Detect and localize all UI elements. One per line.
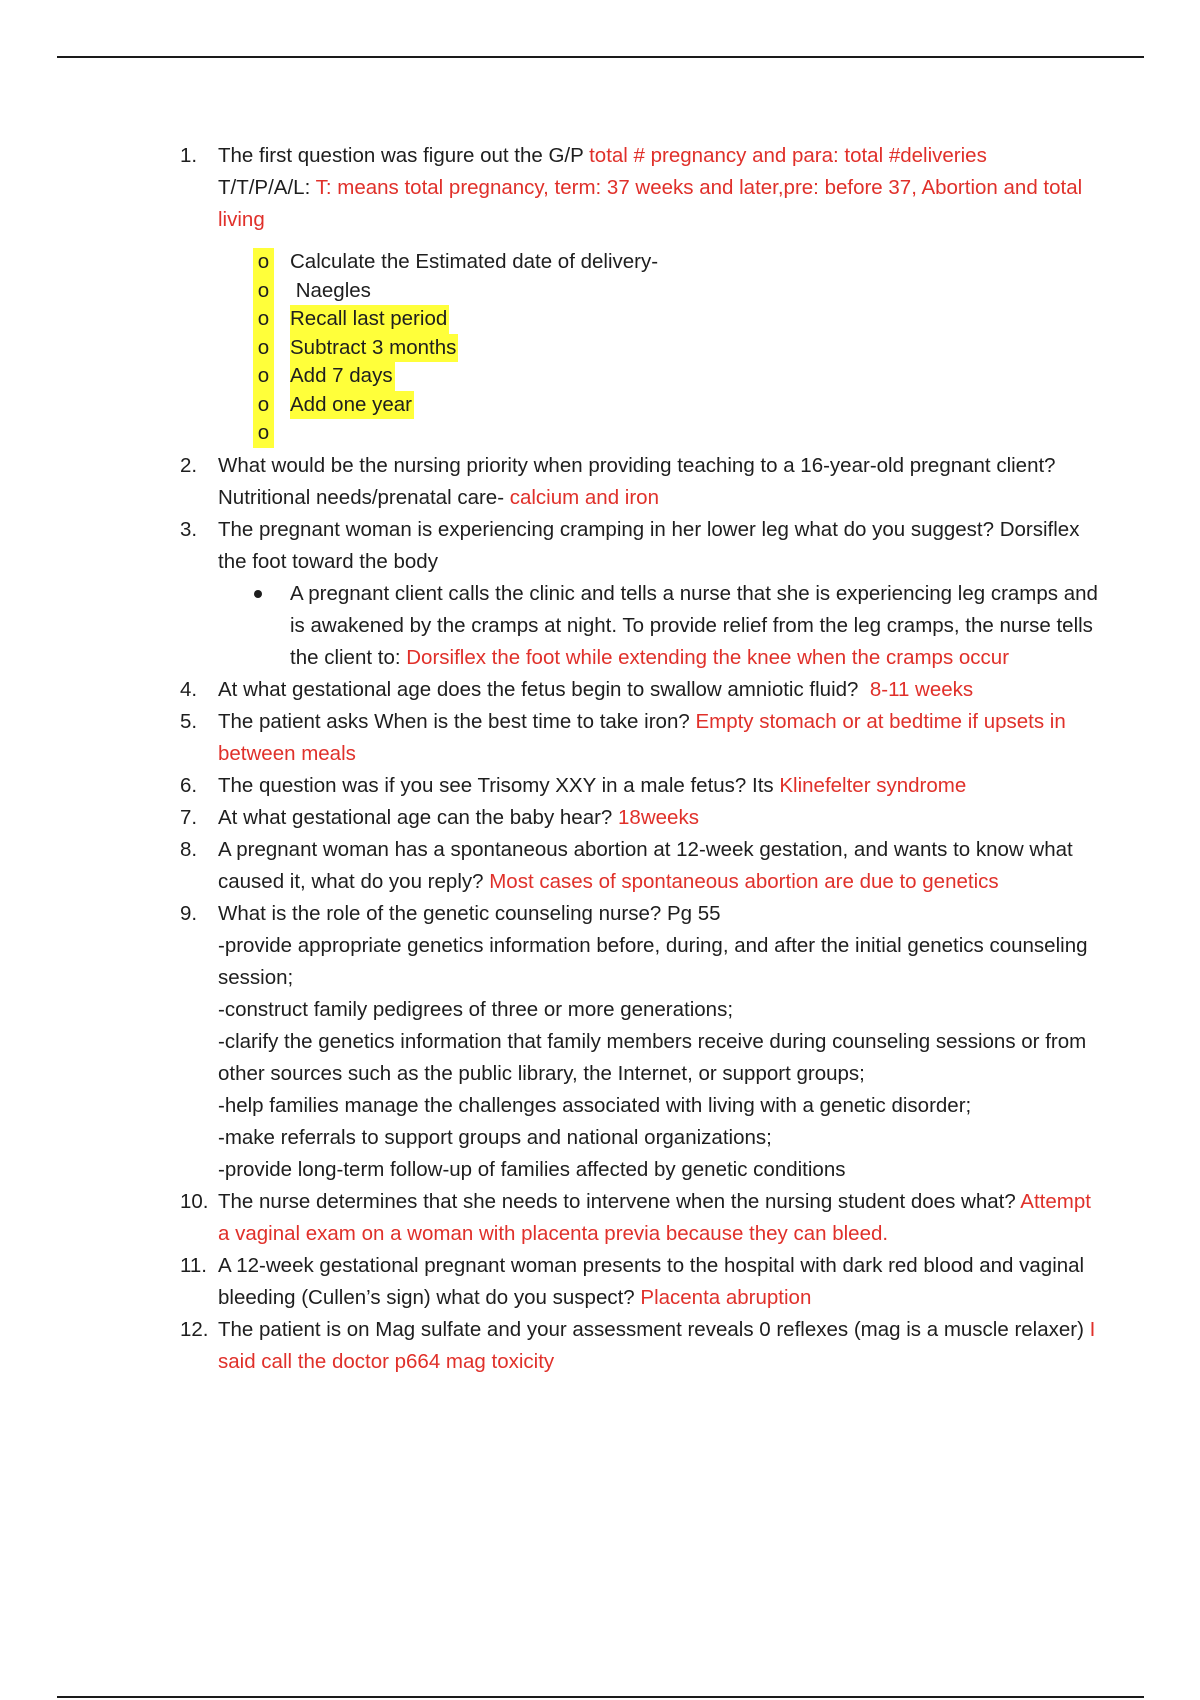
circle-bullet-icon: o — [253, 305, 274, 334]
item-text: The first question was figure out the G/P — [218, 144, 590, 167]
list-item — [0, 1186, 1200, 1250]
bottom-rule — [57, 1696, 1144, 1698]
sublist-text: Add 7 days — [290, 362, 395, 391]
sub-item-answer: Dorsiflex the foot while extending the knee when the cramps occur — [406, 645, 1010, 669]
item-number: 4. — [180, 677, 198, 701]
list-item — [0, 834, 1200, 898]
item-text: What is the role of the genetic counseling nurse? Pg 55 — [218, 901, 721, 925]
item-number: 12. — [180, 1317, 209, 1341]
sublist-text: Subtract 3 months — [290, 334, 458, 363]
list-item — [0, 674, 1200, 706]
sub-item — [0, 578, 1200, 674]
item-text: The patient is on Mag sulfate and your assessment reveals 0 reflexes (mag is a muscle relaxer) — [218, 1317, 1090, 1341]
item-number: 8. — [180, 837, 198, 861]
item-number: 9. — [180, 901, 198, 925]
item-answer: I said call the doctor p664 mag toxicity — [218, 1317, 1096, 1373]
item-number: 11. — [180, 1253, 207, 1277]
sublist-row — [0, 305, 1200, 334]
list-item — [0, 140, 1200, 236]
item-answer: Most cases of spontaneous abortion are due to genetics — [489, 869, 999, 893]
item-answer: Attempt a vaginal exam on a woman with placenta previa because they can bleed. — [218, 1189, 1091, 1245]
circle-bullet-icon: o — [253, 419, 274, 448]
item-answer: Klinefelter syndrome — [779, 773, 967, 797]
circle-bullet-icon: o — [253, 391, 274, 420]
sublist-text: Add one year — [290, 391, 414, 420]
role-line: -help families manage the challenges associated with living with a genetic disorder; — [218, 1093, 972, 1117]
item-answer: 8-11 weeks — [869, 677, 974, 701]
item-text: The nurse determines that she needs to intervene when the nursing student does what? — [218, 1189, 1021, 1213]
sublist-row — [0, 277, 1200, 306]
bullet-dot-icon — [254, 590, 262, 598]
sublist-text: Calculate the Estimated date of delivery- — [290, 250, 659, 273]
sublist-row — [0, 391, 1200, 420]
item-text: A 12-week gestational pregnant woman presents to the hospital with dark red blood and vaginal bleeding (Cullen’s sign) what do you suspect? — [218, 1253, 1085, 1309]
role-line: -provide long-term follow-up of families affected by genetic conditions — [218, 1157, 846, 1181]
item-number: 3. — [180, 517, 198, 541]
circle-bullet-icon: o — [253, 248, 274, 277]
list-item — [0, 770, 1200, 802]
role-line: -clarify the genetics information that family members receive during counseling sessions or from other sources such as the public library, the Internet, or support groups; — [218, 1029, 1087, 1085]
sublist-row — [0, 362, 1200, 391]
sublist-row — [0, 248, 1200, 277]
list-item — [0, 450, 1200, 514]
circle-bullet-icon: o — [253, 362, 274, 391]
sublist-row — [0, 334, 1200, 363]
item-text: The patient asks When is the best time to take iron? — [218, 709, 696, 733]
item-number: 1. — [180, 144, 198, 167]
role-line: -make referrals to support groups and national organizations; — [218, 1125, 772, 1149]
list-item — [0, 898, 1200, 1186]
list-item — [0, 514, 1200, 578]
list-item — [0, 802, 1200, 834]
item-answer: Placenta abruption — [640, 1285, 812, 1309]
item-answer: total # pregnancy and para: total #deliveries — [589, 144, 987, 167]
item-text: T/T/P/A/L: — [218, 176, 316, 199]
item-answer: 18weeks — [618, 805, 699, 829]
list-item — [0, 1314, 1200, 1378]
item-answer: T: means total pregnancy, term: 37 weeks and later,pre: before 37, Abortion and total living — [218, 176, 1083, 231]
item-text: A pregnant woman has a spontaneous abortion at 12-week gestation, and wants to know what caused it, what do you reply? — [218, 837, 1073, 893]
item-text: The question was if you see Trisomy XXY in a male fetus? Its — [218, 773, 780, 797]
list-item — [0, 1250, 1200, 1314]
item-number: 10. — [180, 1189, 209, 1213]
sublist-text: Naegles — [290, 278, 371, 302]
item-answer: Empty stomach or at bedtime if upsets in between meals — [218, 709, 1066, 765]
role-line: -provide appropriate genetics information before, during, and after the initial genetics counseling session; — [218, 933, 1088, 989]
item-number: 6. — [180, 773, 198, 797]
edd-sublist — [0, 248, 1200, 448]
sublist-row — [0, 419, 1200, 448]
item-text: The pregnant woman is experiencing cramping in her lower leg what do you suggest? Dorsiflex the foot toward the body — [218, 517, 1080, 573]
item-number: 7. — [180, 805, 198, 829]
sub-item-text: A pregnant client calls the clinic and tells a nurse that she is experiencing leg cramps and is awakened by the cramps at night. To provide relief from the leg cramps, the nurse tells the client to: — [290, 581, 1098, 669]
role-line: -construct family pedigrees of three or more generations; — [218, 997, 734, 1021]
item-text: At what gestational age can the baby hear? — [218, 805, 619, 829]
item-number: 5. — [180, 709, 198, 733]
item-text: At what gestational age does the fetus begin to swallow amniotic fluid? — [218, 677, 870, 701]
document-body — [0, 140, 1200, 1378]
item-number: 2. — [180, 453, 198, 477]
sublist-text: Recall last period — [290, 305, 449, 334]
item-text: What would be the nursing priority when providing teaching to a 16-year-old pregnant client? Nutritional needs/prenatal care- — [218, 453, 1056, 509]
item-answer: calcium and iron — [509, 485, 659, 509]
top-rule — [57, 56, 1144, 58]
list-item — [0, 706, 1200, 770]
circle-bullet-icon: o — [253, 277, 274, 306]
circle-bullet-icon: o — [253, 334, 274, 363]
